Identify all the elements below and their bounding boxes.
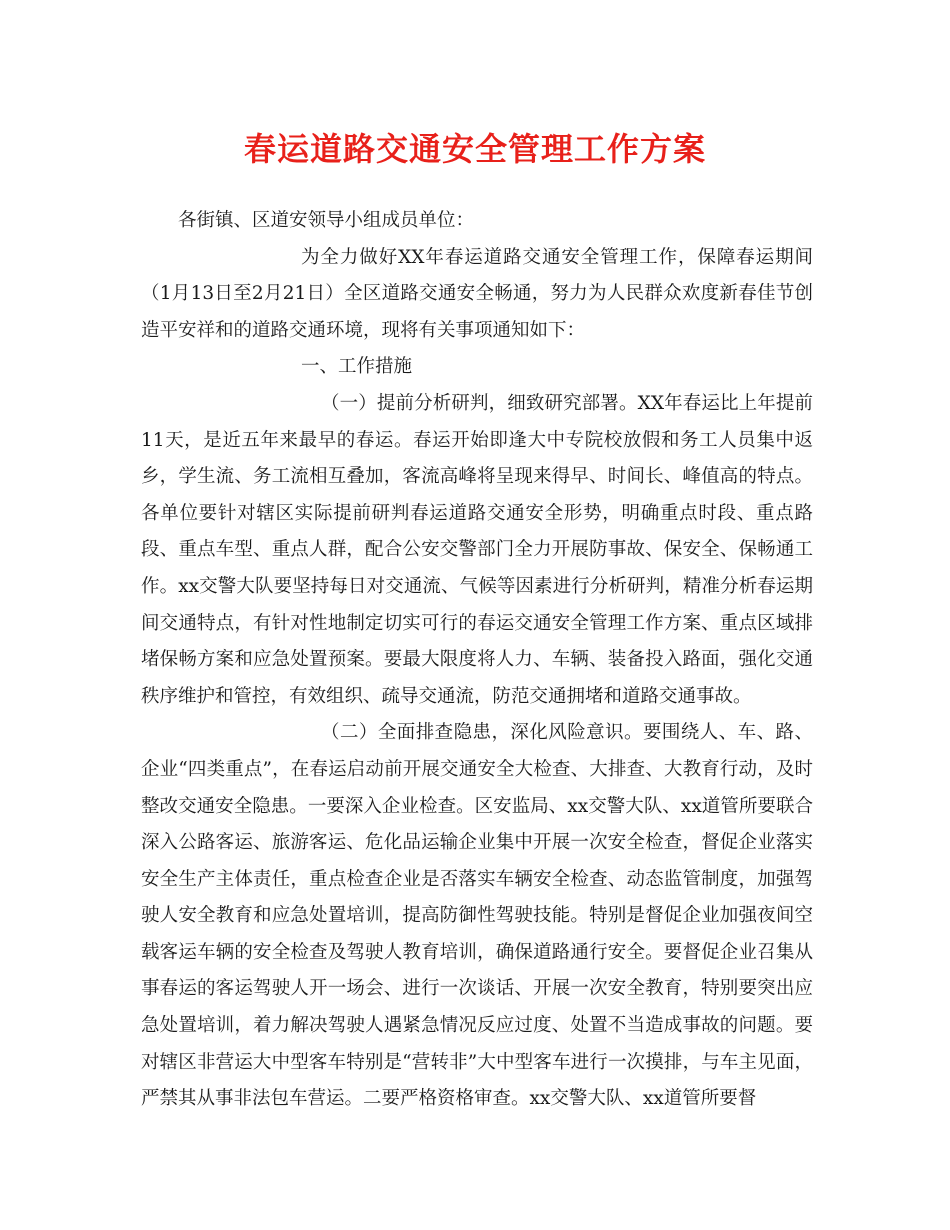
document-title: 春运道路交通安全管理工作方案	[243, 130, 706, 168]
paragraph-item-1: （一）提前分析研判，细致研究部署。XX年春运比上年提前11天，是近五年来最早的春运。春运开始即逢大中专院校放假和务工人员集中返乡，学生流、务工流相互叠加，客流高峰将呈现来得早、时间长、峰值高的特点。各单位要针对辖区实际提前研判春运道路交通安全形势，明确重点时段、重点路段、重点车型、重点人群，配合公安交警部门全力开展防事故、保安全、保畅通工作。xx交警大队要坚持每日对交通流、气候等因素进行分析研判，精准分析春运期间交通特点，有针对性地制定切实可行的春运交通安全管理工作方案、重点区域排堵保畅方案和应急处置预案。要最大限度将人力、车辆、装备投入路面，强化交通秩序维护和管控，有效组织、疏导交通流，防范交通拥堵和道路交通事故。	[141, 392, 813, 707]
section-heading: 一、工作措施	[301, 356, 413, 378]
paragraph-item-2: （二）全面排查隐患，深化风险意识。要围绕人、车、路、企业“四类重点”，在春运启动前开展交通安全大检查、大排查、大教育行动，及时整改交通安全隐患。一要深入企业检查。区安监局、xx交警大队、xx道管所要联合深入公路客运、旅游客运、危化品运输企业集中开展一次安全检查，督促企业落实安全生产主体责任，重点检查企业是否落实车辆安全检查、动态监管制度，加强驾驶人安全教育和应急处置培训，提高防御性驾驶技能。特别是督促企业加强夜间空载客运车辆的安全检查及驾驶人教育培训，确保道路通行安全。要督促企业召集从事春运的客运驾驶人开一场会、进行一次谈话、开展一次安全教育，特别要突出应急处置培训，着力解决驾驶人遇紧急情况反应过度、处置不当造成事故的问题。要对辖区非营运大中型客车特别是“营转非”大中型客车进行一次摸排，与车主见面，严禁其从事非法包车营运。二要严格资格审查。xx交警大队、xx道管所要督	[141, 722, 813, 1110]
document-body	[141, 203, 813, 1118]
salutation: 各街镇、区道安领导小组成员单位：	[178, 210, 475, 231]
intro-paragraph: 为全力做好XX年春运道路交通安全管理工作，保障春运期间（1月13日至2月21日）全区道路交通安全畅通，努力为人民群众欢度新春佳节创造平安祥和的道路交通环境，现将有关事项通知如下：	[141, 246, 813, 341]
